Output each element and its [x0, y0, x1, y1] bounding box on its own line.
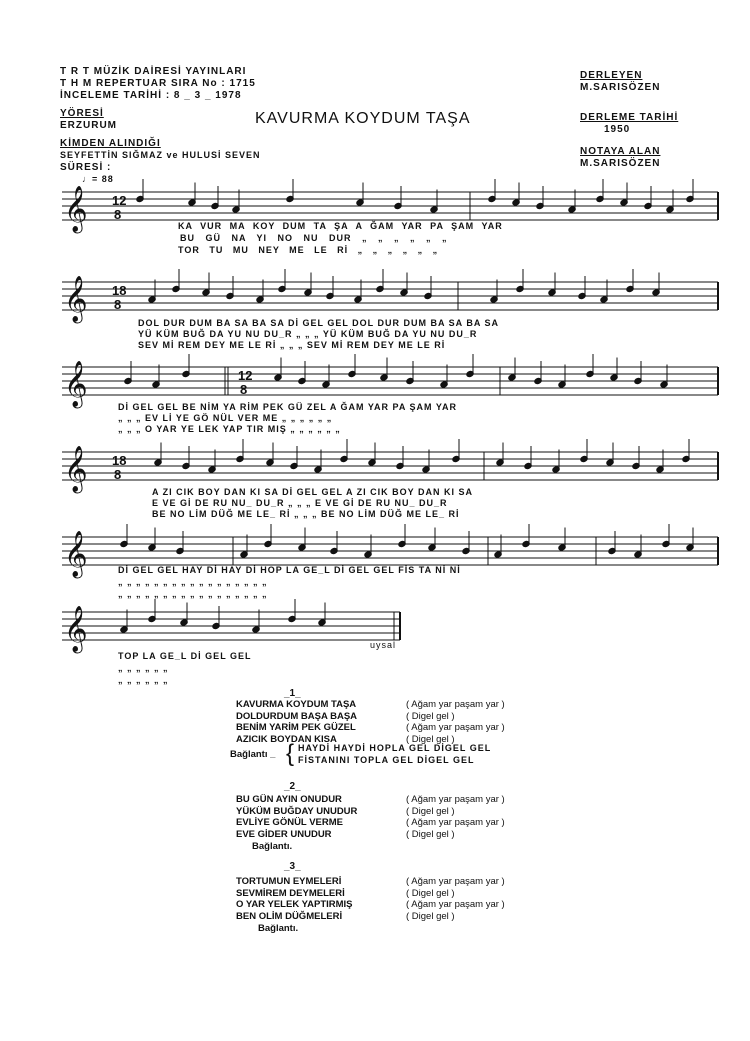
lyrics-s6b: „ „ „ „ „ „ [118, 663, 169, 673]
region-label: YÖRESİ [60, 108, 104, 119]
treble-clef-icon: 𝄞 [64, 446, 88, 492]
org-line-3: İNCELEME TARİHİ : 8 _ 3 _ 1978 [60, 90, 242, 101]
lyrics-s5a: Dİ GEL GEL HAY Dİ HAY Dİ HOP LA GE_L Dİ GEL GEL FİS TA Nİ Nİ [118, 565, 461, 575]
verse-2-line: YÜKÜM BUĞDAY UNUDUR ( Digel gel ) [236, 805, 455, 817]
baglanti-brace: { [286, 740, 296, 767]
time-signature-bottom: 8 [114, 297, 122, 312]
verse-1 [236, 699, 566, 745]
lyrics-s1a: KA VUR MA KOY DUM TA ŞA A ĞAM YAR PA ŞAM YAR [178, 221, 503, 231]
verse-1-number: _1_ [284, 688, 301, 699]
verse-3-line: TORTUMUN EYMELERİ ( Ağam yar paşam yar ) [236, 876, 505, 887]
compile-date-value: 1950 [604, 124, 631, 135]
lyrics-s5c: „ „ „ „ „ „ „ „ „ „ „ „ „ „ „ „ „ [118, 589, 268, 599]
lyrics-s2c: SEV Mİ REM DEY ME LE Rİ „ „ „ SEV Mİ REM DEY ME LE Rİ [138, 340, 446, 350]
time-signature-bottom: 8 [114, 467, 122, 482]
baglanti-line-2: FİSTANINI TOPLA GEL DİGEL GEL [298, 755, 475, 765]
lyrics-s1b: BU GÜ NA YI NO NU DUR „ „ „ „ „ „ [180, 233, 448, 243]
time-signature-bottom: 8 [114, 207, 122, 222]
duration-label: SÜRESİ : [60, 162, 112, 173]
song-title: KAVURMA KOYDUM TAŞA [255, 110, 471, 127]
lyrics-s6c: „ „ „ „ „ „ [118, 675, 169, 685]
treble-clef-icon: 𝄞 [64, 186, 88, 232]
baglanti-label: Bağlantı _ [230, 749, 276, 760]
time-signature-top: 12 [112, 193, 127, 208]
verse-3 [236, 876, 566, 922]
tempo-mark: ♩= 88 [82, 174, 114, 184]
verse-3-line: BEN OLİM DÜĞMELERİ ( Digel gel ) [236, 910, 455, 922]
org-line-1: T R T MÜZİK DAİRESİ YAYINLARI [60, 66, 247, 77]
baglanti-line-1: HAYDİ HAYDİ HOPLA GEL DİGEL GEL [298, 743, 492, 753]
treble-clef-icon: 𝄞 [64, 531, 88, 577]
time-signature-top: 12 [238, 368, 253, 383]
lyrics-s2a: DOL DUR DUM BA SA BA SA Dİ GEL GEL DOL DUR DUM BA SA BA SA [138, 318, 500, 328]
verse-3-number: _3_ [284, 861, 301, 872]
source-label: KİMDEN ALINDIĞI [60, 138, 161, 149]
time-signature-top: 18 [112, 283, 127, 298]
lyrics-s6a: TOP LA GE_L Dİ GEL GEL [118, 651, 252, 661]
time-signature-bottom: 8 [240, 382, 248, 397]
treble-clef-icon: 𝄞 [64, 276, 88, 322]
lyrics-s4b: E VE Gİ DE RU NU_ DU_R „ „ „ E VE Gİ DE RU NU_ DU_R [152, 498, 448, 508]
lyrics-s2b: YÜ KÜM BUĞ DA YU NU DU_R „ „ „ YÜ KÜM BUĞ DA YU NU DU_R [138, 329, 478, 339]
lyrics-s3b: „ „ „ EV Lİ YE GÖ NÜL VER ME „ „ „ „ „ „ [118, 413, 333, 423]
verse-2-line: EVE GİDER UNUDUR ( Digel gel ) [236, 828, 455, 840]
source-value: SEYFETTİN SIĞMAZ ve HULUSİ SEVEN [60, 150, 261, 160]
lyrics-s4a: A ZI CIK BOY DAN KI SA Dİ GEL GEL A ZI CIK BOY DAN KI SA [152, 487, 474, 497]
verse-2-line: EVLİYE GÖNÜL VERME ( Ağam yar paşam yar ) [236, 817, 505, 828]
lyrics-s3a: Dİ GEL GEL BE NİM YA RİM PEK GÜ ZEL A ĞAM YAR PA ŞAM YAR [118, 402, 458, 412]
verse-3-line: SEVMİREM DEYMELERİ ( Digel gel ) [236, 887, 455, 899]
verse-1-line: BENİM YARİM PEK GÜZEL ( Ağam yar paşam yar ) [236, 722, 505, 733]
lyrics-s3c: „ „ „ O YAR YE LEK YAP TIR MIŞ „ „ „ „ „ „ [118, 424, 341, 434]
verse-2-number: _2_ [284, 781, 301, 792]
compile-date-label: DERLEME TARİHİ [580, 112, 679, 123]
uysal-mark: uysal [370, 640, 397, 650]
notation-value: M.SARISÖZEN [580, 158, 661, 169]
lyrics-s5b: „ „ „ „ „ „ „ „ „ „ „ „ „ „ „ „ „ [118, 577, 268, 587]
treble-clef-icon: 𝄞 [64, 606, 88, 652]
verse-2-line: BU GÜN AYIN ONUDUR ( Ağam yar paşam yar ) [236, 794, 505, 805]
time-signature-top: 18 [112, 453, 127, 468]
verse-3-line: O YAR YELEK YAPTIRMIŞ ( Ağam yar paşam yar ) [236, 899, 505, 910]
lyrics-s1c: TOR TU MU NEY ME LE Rİ „ „ „ „ „ „ [178, 245, 439, 255]
region-value: ERZURUM [60, 120, 117, 131]
verse-3-baglanti: Bağlantı. [258, 923, 299, 934]
compiler-label: DERLEYEN [580, 70, 643, 81]
verse-1-line: AZICIK BOYDAN KISA ( Digel gel ) [236, 733, 455, 745]
notation-label: NOTAYA ALAN [580, 146, 661, 157]
verse-2 [236, 794, 566, 840]
verse-1-line: DOLDURDUM BAŞA BAŞA ( Digel gel ) [236, 710, 455, 722]
compiler-value: M.SARISÖZEN [580, 82, 661, 93]
verse-1-line: KAVURMA KOYDUM TAŞA ( Ağam yar paşam yar ) [236, 699, 505, 710]
org-line-2: T H M REPERTUAR SIRA No : 1715 [60, 78, 256, 89]
treble-clef-icon: 𝄞 [64, 361, 88, 407]
lyrics-s4c: BE NO LİM DÜĞ ME LE_ Rİ „ „ „ BE NO LİM DÜĞ ME LE_ Rİ [152, 509, 460, 519]
verse-2-baglanti: Bağlantı. [252, 841, 293, 852]
